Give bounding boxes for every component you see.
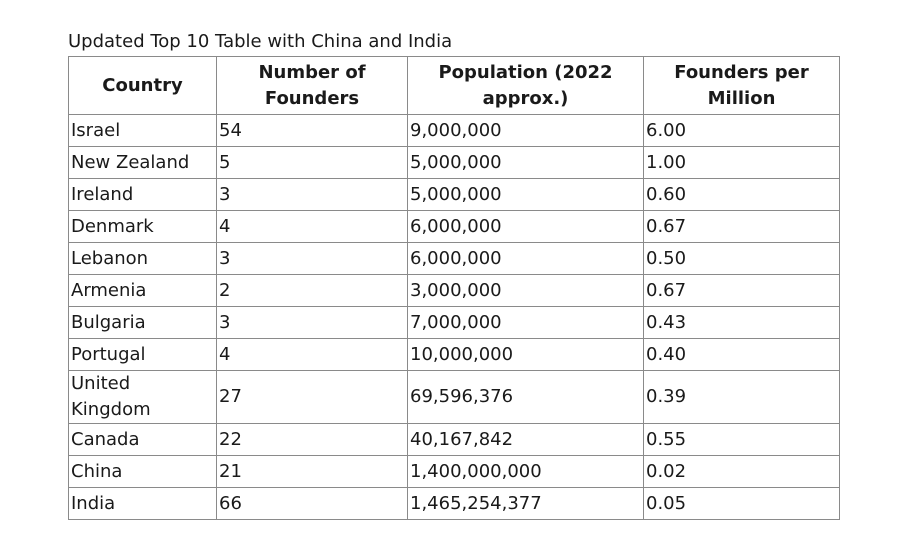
table-row bbox=[69, 211, 840, 243]
table-container bbox=[68, 31, 840, 520]
header-country: Country bbox=[69, 57, 217, 115]
country-cell: Denmark bbox=[69, 211, 217, 243]
population-cell: 69,596,376 bbox=[408, 371, 644, 424]
founders-cell: 3 bbox=[217, 243, 408, 275]
table-row bbox=[69, 488, 840, 520]
table-row bbox=[69, 339, 840, 371]
founders-cell: 22 bbox=[217, 424, 408, 456]
table-caption: Updated Top 10 Table with China and India bbox=[68, 31, 453, 52]
founders-cell: 27 bbox=[217, 371, 408, 424]
founders-cell: 66 bbox=[217, 488, 408, 520]
population-cell: 3,000,000 bbox=[408, 275, 644, 307]
per-million-cell: 0.67 bbox=[644, 275, 840, 307]
population-cell: 5,000,000 bbox=[408, 147, 644, 179]
country-cell: India bbox=[69, 488, 217, 520]
country-cell: United Kingdom bbox=[69, 371, 217, 424]
per-million-cell: 0.67 bbox=[644, 211, 840, 243]
table-row bbox=[69, 307, 840, 339]
per-million-cell: 0.40 bbox=[644, 339, 840, 371]
per-million-cell: 0.50 bbox=[644, 243, 840, 275]
header-number-of-founders: Number of Founders bbox=[217, 57, 408, 115]
header-population: Population (2022 approx.) bbox=[408, 57, 644, 115]
founders-cell: 21 bbox=[217, 456, 408, 488]
per-million-cell: 0.02 bbox=[644, 456, 840, 488]
population-cell: 10,000,000 bbox=[408, 339, 644, 371]
population-cell: 1,400,000,000 bbox=[408, 456, 644, 488]
table-row bbox=[69, 179, 840, 211]
population-cell: 5,000,000 bbox=[408, 179, 644, 211]
founders-cell: 3 bbox=[217, 179, 408, 211]
founders-cell: 5 bbox=[217, 147, 408, 179]
founders-cell: 3 bbox=[217, 307, 408, 339]
founders-cell: 2 bbox=[217, 275, 408, 307]
country-cell: Canada bbox=[69, 424, 217, 456]
country-cell: China bbox=[69, 456, 217, 488]
country-cell: Ireland bbox=[69, 179, 217, 211]
per-million-cell: 0.39 bbox=[644, 371, 840, 424]
country-cell: Lebanon bbox=[69, 243, 217, 275]
table-row bbox=[69, 275, 840, 307]
population-cell: 9,000,000 bbox=[408, 115, 644, 147]
table-row bbox=[69, 115, 840, 147]
table-header-row bbox=[69, 57, 840, 115]
header-founders-per-million: Founders per Million bbox=[644, 57, 840, 115]
per-million-cell: 0.60 bbox=[644, 179, 840, 211]
table-row bbox=[69, 424, 840, 456]
population-cell: 1,465,254,377 bbox=[408, 488, 644, 520]
population-cell: 6,000,000 bbox=[408, 211, 644, 243]
population-cell: 40,167,842 bbox=[408, 424, 644, 456]
per-million-cell: 0.55 bbox=[644, 424, 840, 456]
table-row bbox=[69, 371, 840, 424]
population-cell: 6,000,000 bbox=[408, 243, 644, 275]
founders-cell: 4 bbox=[217, 211, 408, 243]
population-cell: 7,000,000 bbox=[408, 307, 644, 339]
country-cell: Armenia bbox=[69, 275, 217, 307]
country-cell: New Zealand bbox=[69, 147, 217, 179]
per-million-cell: 0.43 bbox=[644, 307, 840, 339]
country-cell: Bulgaria bbox=[69, 307, 217, 339]
table-row bbox=[69, 243, 840, 275]
per-million-cell: 0.05 bbox=[644, 488, 840, 520]
founders-table bbox=[68, 56, 840, 520]
per-million-cell: 1.00 bbox=[644, 147, 840, 179]
country-cell: Israel bbox=[69, 115, 217, 147]
founders-cell: 54 bbox=[217, 115, 408, 147]
per-million-cell: 6.00 bbox=[644, 115, 840, 147]
table-row bbox=[69, 456, 840, 488]
table-row bbox=[69, 147, 840, 179]
country-cell: Portugal bbox=[69, 339, 217, 371]
founders-cell: 4 bbox=[217, 339, 408, 371]
